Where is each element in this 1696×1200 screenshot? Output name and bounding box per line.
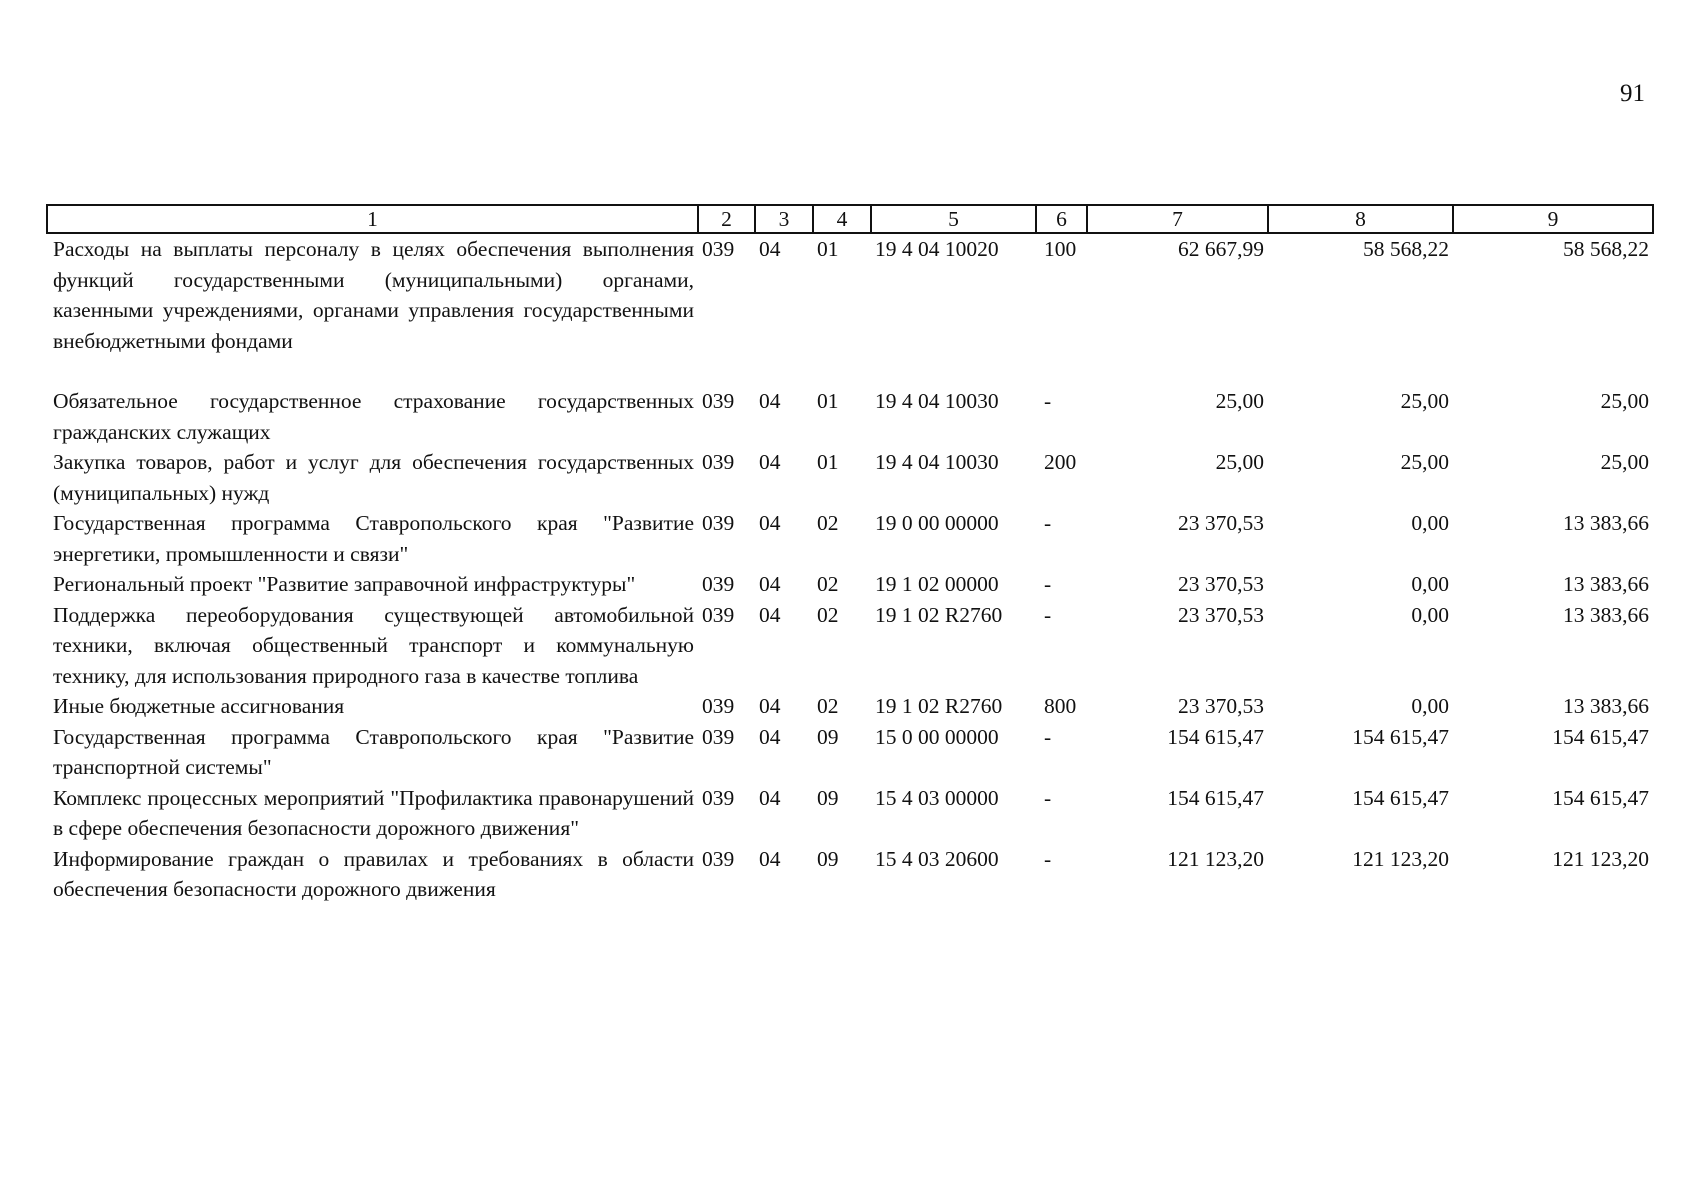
cell-amount-7: 23 370,53 bbox=[1178, 602, 1264, 627]
cell-admin-code: 039 bbox=[702, 450, 735, 474]
table-row bbox=[47, 691, 1653, 722]
cell-amount-7: 23 370,53 bbox=[1178, 694, 1264, 718]
row-name: Поддержка переоборудования существующей автомобильной техники, включая общественный транспорт и коммунальную технику, для использования природного газа в качестве топлива bbox=[53, 602, 694, 688]
cell-amount-7: 121 123,20 bbox=[1167, 846, 1264, 871]
row-name: Расходы на выплаты персоналу в целях обеспечения выполнения функций государственными (муниципальными) органами, казенными учреждениями, органами управления государственными внебюджетными фондами bbox=[53, 237, 694, 353]
cell-amount-8: 154 615,47 bbox=[1352, 724, 1449, 749]
cell-amount-9: 25,00 bbox=[1600, 450, 1649, 474]
cell-expense-type: - bbox=[1044, 389, 1052, 413]
cell-amount-7: 23 370,53 bbox=[1178, 511, 1264, 535]
cell-expense-type: - bbox=[1044, 785, 1052, 810]
cell-section: 04 bbox=[759, 572, 781, 596]
cell-admin-code: 039 bbox=[702, 237, 735, 261]
cell-section: 04 bbox=[759, 389, 781, 413]
cell-target-article: 19 4 04 10030 bbox=[875, 389, 999, 413]
cell-subsection: 01 bbox=[817, 389, 839, 413]
cell-amount-7: 25,00 bbox=[1215, 389, 1264, 413]
cell-amount-9: 121 123,20 bbox=[1552, 846, 1649, 871]
cell-section: 04 bbox=[759, 694, 781, 718]
cell-subsection: 02 bbox=[817, 602, 839, 627]
row-name: Иные бюджетные ассигнования bbox=[53, 694, 345, 718]
cell-amount-7: 23 370,53 bbox=[1178, 572, 1264, 596]
cell-amount-8: 25,00 bbox=[1400, 389, 1449, 413]
cell-amount-9: 58 568,22 bbox=[1563, 237, 1649, 261]
cell-target-article: 15 0 00 00000 bbox=[875, 724, 999, 749]
cell-section: 04 bbox=[759, 511, 781, 535]
cell-target-article: 15 4 03 00000 bbox=[875, 785, 999, 810]
table-row bbox=[47, 569, 1653, 600]
cell-section: 04 bbox=[759, 724, 781, 749]
cell-amount-8: 0,00 bbox=[1411, 572, 1449, 596]
row-name: Региональный проект "Развитие заправочной инфраструктуры" bbox=[53, 572, 636, 596]
table-row bbox=[47, 600, 1653, 692]
cell-amount-9: 13 383,66 bbox=[1563, 511, 1649, 535]
cell-amount-8: 58 568,22 bbox=[1363, 237, 1449, 261]
table-row bbox=[47, 508, 1653, 569]
cell-target-article: 19 4 04 10030 bbox=[875, 450, 999, 474]
cell-amount-9: 154 615,47 bbox=[1552, 785, 1649, 810]
cell-subsection: 09 bbox=[817, 724, 839, 749]
column-header-7: 7 bbox=[1087, 205, 1268, 233]
cell-amount-7: 25,00 bbox=[1215, 450, 1264, 474]
table-row bbox=[47, 447, 1653, 508]
cell-admin-code: 039 bbox=[702, 602, 735, 627]
cell-amount-9: 13 383,66 bbox=[1563, 694, 1649, 718]
cell-expense-type: 200 bbox=[1044, 450, 1077, 474]
cell-target-article: 19 1 02 00000 bbox=[875, 572, 999, 596]
cell-admin-code: 039 bbox=[702, 389, 735, 413]
cell-target-article: 19 1 02 R2760 bbox=[875, 694, 1003, 718]
cell-expense-type: 100 bbox=[1044, 237, 1077, 261]
cell-amount-8: 0,00 bbox=[1411, 602, 1449, 627]
cell-amount-9: 13 383,66 bbox=[1563, 602, 1649, 627]
cell-section: 04 bbox=[759, 846, 781, 871]
cell-expense-type: - bbox=[1044, 602, 1052, 627]
cell-amount-7: 62 667,99 bbox=[1178, 237, 1264, 261]
table-row bbox=[47, 386, 1653, 447]
table-row bbox=[47, 233, 1653, 386]
cell-subsection: 02 bbox=[817, 694, 839, 718]
cell-amount-7: 154 615,47 bbox=[1167, 724, 1264, 749]
cell-expense-type: - bbox=[1044, 846, 1052, 871]
cell-admin-code: 039 bbox=[702, 694, 735, 718]
row-name: Комплекс процессных мероприятий "Профилактика правонарушений в сфере обеспечения безопасности дорожного движения" bbox=[53, 785, 694, 840]
row-name: Закупка товаров, работ и услуг для обеспечения государственных (муниципальных) нужд bbox=[53, 450, 694, 505]
column-header-6: 6 bbox=[1036, 205, 1087, 233]
cell-amount-9: 154 615,47 bbox=[1552, 724, 1649, 749]
cell-amount-8: 0,00 bbox=[1411, 511, 1449, 535]
cell-admin-code: 039 bbox=[702, 572, 735, 596]
cell-target-article: 15 4 03 20600 bbox=[875, 846, 999, 871]
column-header-8: 8 bbox=[1268, 205, 1453, 233]
row-name: Обязательное государственное страхование государственных гражданских служащих bbox=[53, 389, 694, 444]
cell-subsection: 02 bbox=[817, 511, 839, 535]
cell-admin-code: 039 bbox=[702, 846, 735, 871]
cell-subsection: 09 bbox=[817, 846, 839, 871]
column-header-4: 4 bbox=[813, 205, 871, 233]
cell-amount-8: 154 615,47 bbox=[1352, 785, 1449, 810]
cell-amount-9: 13 383,66 bbox=[1563, 572, 1649, 596]
cell-expense-type: - bbox=[1044, 724, 1052, 749]
cell-amount-8: 0,00 bbox=[1411, 694, 1449, 718]
column-header-9: 9 bbox=[1453, 205, 1653, 233]
cell-target-article: 19 1 02 R2760 bbox=[875, 602, 1003, 627]
cell-subsection: 09 bbox=[817, 785, 839, 810]
cell-section: 04 bbox=[759, 450, 781, 474]
cell-admin-code: 039 bbox=[702, 511, 735, 535]
column-header-5: 5 bbox=[871, 205, 1036, 233]
cell-subsection: 02 bbox=[817, 572, 839, 596]
cell-amount-8: 25,00 bbox=[1400, 450, 1449, 474]
column-header-3: 3 bbox=[755, 205, 813, 233]
cell-expense-type: 800 bbox=[1044, 694, 1077, 718]
cell-section: 04 bbox=[759, 785, 781, 810]
header-row bbox=[47, 205, 1653, 233]
cell-section: 04 bbox=[759, 237, 781, 261]
cell-section: 04 bbox=[759, 602, 781, 627]
budget-table bbox=[46, 204, 1654, 905]
cell-subsection: 01 bbox=[817, 237, 839, 261]
column-header-2: 2 bbox=[698, 205, 755, 233]
page-number: 91 bbox=[1620, 80, 1645, 107]
cell-expense-type: - bbox=[1044, 511, 1052, 535]
cell-admin-code: 039 bbox=[702, 785, 735, 810]
cell-amount-8: 121 123,20 bbox=[1352, 846, 1449, 871]
cell-amount-7: 154 615,47 bbox=[1167, 785, 1264, 810]
cell-subsection: 01 bbox=[817, 450, 839, 474]
column-header-1: 1 bbox=[47, 205, 698, 233]
cell-target-article: 19 4 04 10020 bbox=[875, 237, 999, 261]
table-row bbox=[47, 783, 1653, 844]
row-name: Информирование граждан о правилах и требованиях в области обеспечения безопасности дорожного движения bbox=[53, 846, 694, 901]
table-row bbox=[47, 722, 1653, 783]
cell-amount-9: 25,00 bbox=[1600, 389, 1649, 413]
row-name: Государственная программа Ставропольского края "Развитие транспортной системы" bbox=[53, 724, 694, 779]
cell-expense-type: - bbox=[1044, 572, 1052, 596]
table-row bbox=[47, 844, 1653, 905]
cell-admin-code: 039 bbox=[702, 724, 735, 749]
row-name: Государственная программа Ставропольского края "Развитие энергетики, промышленности и связи" bbox=[53, 511, 694, 566]
cell-target-article: 19 0 00 00000 bbox=[875, 511, 999, 535]
